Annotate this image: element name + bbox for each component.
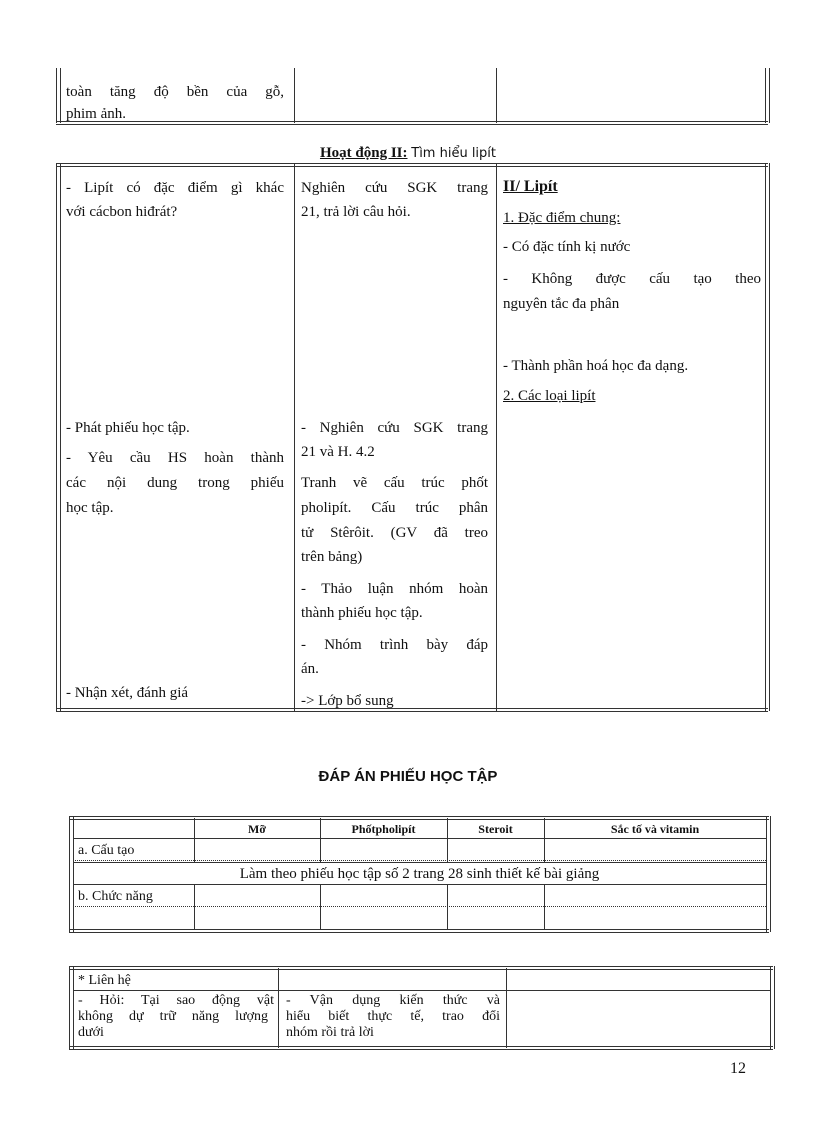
teacher-action-2a: - Yêu cầu HS hoàn thành <box>66 450 284 466</box>
answer-row-a-label: a. Cấu tạo <box>78 843 135 858</box>
content-point-3: - Thành phần hoá học đa dạng. <box>503 358 689 374</box>
teacher-action-3: - Nhận xét, đánh giá <box>66 685 189 701</box>
teacher-action-2c: học tập. <box>66 500 114 516</box>
content-point-2a: - Không được cấu tạo theo <box>503 271 761 287</box>
top-cell-text-1: toàn tăng độ bền của gỗ, <box>66 84 284 100</box>
activity-label: Hoạt động II: <box>319 145 408 161</box>
student-step-3a: Tranh vẽ cấu trúc phốt <box>301 475 488 491</box>
answer-col-header-fat: Mỡ <box>248 822 266 836</box>
top-cell-text-2: phim ảnh. <box>66 106 126 122</box>
content-sub-2: 2. Các loại lipít <box>503 388 596 404</box>
content-point-2b: nguyên tắc đa phân <box>503 296 620 312</box>
answer-merged-row: Làm theo phiếu học tập số 2 trang 28 sinh thiết kế bài giảng <box>239 866 600 882</box>
student-step-6: -> Lớp bổ sung <box>301 693 394 709</box>
answer-title: ĐÁP ÁN PHIẾU HỌC TẬP <box>318 768 498 785</box>
bottom-r2c1-c: dưới <box>78 1025 104 1040</box>
student-step-2b: 21 và H. 4.2 <box>301 444 375 460</box>
student-step-5a: - Nhóm trình bày đáp <box>301 637 488 653</box>
teacher-question-1a: - Lipít có đặc điểm gì khác <box>66 180 284 196</box>
bottom-r2c1-b: không dự trữ năng lượng <box>78 1009 268 1024</box>
bottom-r2c2-c: nhóm rồi trả lời <box>286 1025 374 1040</box>
content-sub-1: 1. Đặc điểm chung: <box>503 210 621 226</box>
student-step-2a: - Nghiên cứu SGK trang <box>301 420 488 436</box>
activity-heading <box>0 142 816 165</box>
answer-col-header-phospholipid: Phốtpholipít <box>351 822 416 836</box>
student-step-3c: tử Stêrôit. (GV đã treo <box>301 525 488 541</box>
teacher-action-2b: các nội dung trong phiếu <box>66 475 284 491</box>
student-step-4a: - Thảo luận nhóm hoàn <box>301 581 488 597</box>
answer-row-b-label: b. Chức năng <box>78 889 153 904</box>
activity-title: Tìm hiểu lipít <box>411 146 497 161</box>
student-step-5b: án. <box>301 661 319 677</box>
student-step-1b: 21, trả lời câu hỏi. <box>301 204 411 220</box>
content-heading: II/ Lipít <box>503 178 558 195</box>
bottom-r2c1-a: - Hỏi: Tại sao động vật <box>78 993 274 1008</box>
page-number: 12 <box>730 1060 746 1077</box>
student-step-3d: trên bảng) <box>301 549 363 565</box>
bottom-r2c2-a: - Vận dụng kiến thức và <box>286 993 500 1008</box>
bottom-r2c2-b: hiểu biết thực tế, trao đổi <box>286 1009 500 1024</box>
answer-col-header-pigment: Sắc tố và vitamin <box>610 822 700 836</box>
student-step-1a: Nghiên cứu SGK trang <box>301 180 488 196</box>
content-point-1: - Có đặc tính kị nước <box>503 239 631 255</box>
student-step-3b: pholipít. Cấu trúc phân <box>301 500 488 516</box>
student-step-4b: thành phiếu học tập. <box>301 605 423 621</box>
teacher-question-1b: với cácbon hiđrát? <box>66 204 178 220</box>
bottom-r1c1: * Liên hệ <box>78 973 131 988</box>
answer-col-header-steroid: Steroit <box>478 822 513 836</box>
teacher-action-1: - Phát phiếu học tập. <box>66 420 190 436</box>
